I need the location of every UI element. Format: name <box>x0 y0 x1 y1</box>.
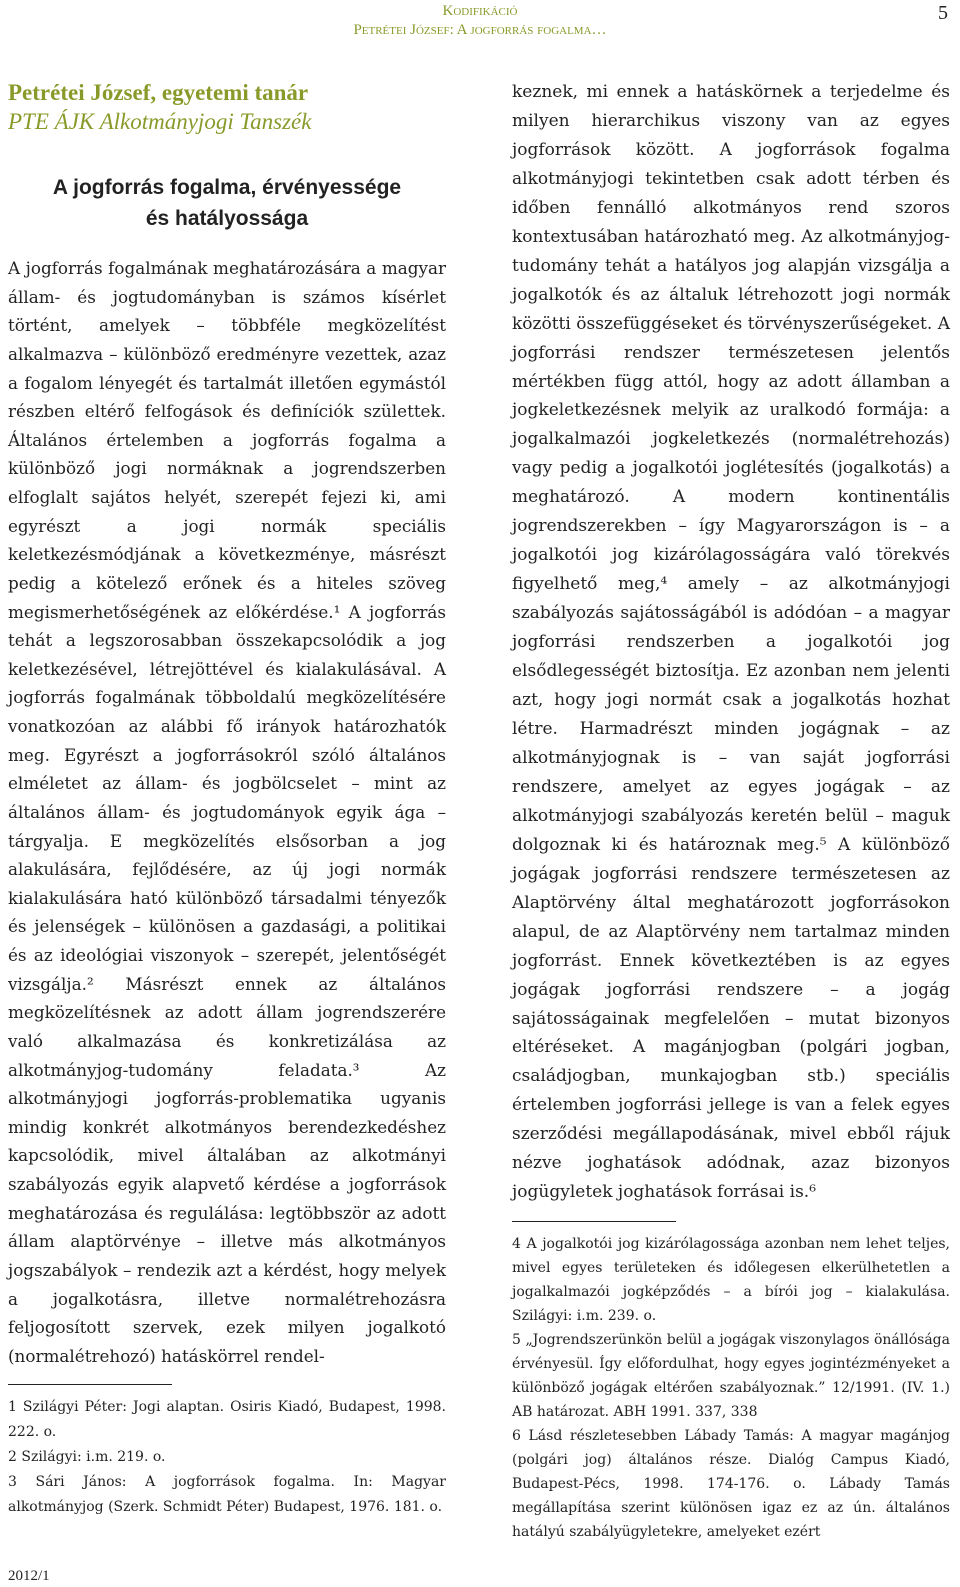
footnote-divider <box>8 1384 172 1385</box>
title-line-1: A jogforrás fogalma, érvényessége <box>52 176 402 199</box>
issue-number: 2012/1 <box>8 1568 50 1584</box>
running-header <box>0 2 960 40</box>
right-paragraph: keznek, mi ennek a hatáskörnek a terjedelme és milyen hierarchikus viszony van az egyes jogforrások között. A jogforrások fogalma alkotmányjogi tekintetben csak adott térben és időben fennálló alkotmányos rend szoros kontextusában határozható meg. Az alkotmányjog-tudomány tehát a hatályos jog alapján vizsgálja a jogalkotók és az általuk létrehozott jogi normák közötti összefüggéseket és törvényszerűségeket. A jogforrási rendszer természetesen jelentős mértékben függ attól, hogy az adott államban a jogkeletkezésnek melyik az uralkodó formája: a jogalkalmazói jogkeletkezés (normalétrehozás) vagy pedig a jogalkotói joglétesítés (jogalkotás) a meghatározó. A modern kontinentális jogrendszerekben – így Magyarországon is – a jogalkotói jog kizárólagosságára való törekvés figyelhető meg,⁴ amely – az alkotmányjogi szabályozás sajátosságából is adódóan – a magyar jogforrási rendszerben a jogalkotói jog elsődlegességét biztosítja. Ez azonban nem jelenti azt, hogy jogi normát csak a jogalkotás hozhat létre. Harmadrészt minden jogágnak – az alkotmányjognak is – van saját jogforrási rendszere, amelyet az egyes jogágak – az alkotmányjogi szabályozás keretén belül – maguk dolgoznak ki és határoznak meg.⁵ A különböző jogágak jogforrási rendszere természetesen az Alaptörvény által meghatározott jogforrásokon alapul, de az Alaptörvény nem tartalmaz minden jogforrást. Ennek következtében is az egyes jogágak jogforrási rendszere – a jogág sajátosságainak megfelelően – mutat bizonyos eltéréseket. A magánjogban (polgári jogban, családjogban, munkajogban stb.) speciális értelemben jogforrási jellege is van a felek egyes szerződési megállapodásának, mivel ebből rájuk nézve joghatások adódnak, azaz bizonyos jogügyletek joghatások forrásai is.⁶ <box>512 82 950 1203</box>
footnote-4: 4 A jogalkotói jog kizárólagossága azonban nem lehet teljes, mivel egyes területeken és időlegesen elkerülhetetlen a jogalkalmazói jogképződés – a bírói jog – kialakulása. Szilágyi: i.m. 239. o. <box>512 1236 950 1325</box>
author-department: PTE ÁJK Alkotmányjogi Tanszék <box>8 109 312 134</box>
page-number: 5 <box>938 2 948 24</box>
footnote-5: 5 „Jogrendszerünkön belül a jogágak viszonylagos önállósága érvényesül. Így előfordulhat, hogy egyes jogintézményeket a különböző jogágak eltérően szabályoznak.” 12/1991. (IV. 1.) AB határozat. ABH 1991. 337, 338 <box>512 1332 950 1421</box>
left-column <box>8 78 446 1520</box>
left-body-text <box>8 254 446 1370</box>
footnote-3: 3 Sári János: A jogforrások fogalma. In: Magyar alkotmányjog (Szerk. Schmidt Péter) Budapest, 1976. 181. o. <box>8 1474 446 1516</box>
article-title <box>8 172 446 234</box>
journal-name: Kodifikáció <box>442 3 518 19</box>
footnote-2: 2 Szilágyi: i.m. 219. o. <box>8 1449 166 1466</box>
right-body-text <box>512 78 950 1207</box>
running-title: Petrétei József: A jogforrás fogalma… <box>353 22 607 38</box>
footnote-6: 6 Lásd részletesebben Lábady Tamás: A magyar magánjog (polgári jog) általános része. Dialóg Campus Kiadó, Budapest-Pécs, 1998. 174-176. o. Lábady Tamás megállapítása szerint különösen igaz ez az ún. általános hatályú szabályügyletekre, amelyeket ezért <box>512 1428 950 1541</box>
left-paragraph: A jogforrás fogalmának meghatározására a magyar állam- és jogtudományban is számos kísérlet történt, amelyek – többféle megközelítést alkalmazva – különböző eredményre vezettek, azaz a fogalom lényegét és tartalmát illetően egymástól részben eltérő felfogások és definíciók születtek. Általános értelemben a jogforrás fogalma a különböző jogi normáknak a jogrendszerben elfoglalt sajátos helyét, szerepét fejezi ki, ami egyrészt a jogi normák speciális keletkezésmódjának a következménye, másrészt pedig a kötelező erőnek és a hiteles szöveg megismerhetőségének az előkérdése.¹ A jogforrás tehát a legszorosabban összekapcsolódik a jog keletkezésével, létrejöttével és kialakulásával. A jogforrás fogalmának többoldalú megközelítésére vonatkozóan az alábbi fő irányok határozhatók meg. Egyrészt a jogforrásokról szóló általános elméletet az állam- és jogbölcselet – mint az általános állam- és jogtudományok egyik ága – tárgyalja. E megközelítés elsősorban a jog alakulására, fejlődésére, az új jogi normák kialakulására ható különböző társadalmi tényezők és jelenségek – különösen a gazdasági, a politikai és az ideológiai viszonyok – szerepét, jelentőségét vizsgálja.² Másrészt ennek az általános megközelítésnek az adott állam jogrendszerére való alkalmazása és konkretizálása az alkotmányjog-tudomány feladata.³ Az alkotmányjogi jogforrás-problematika ugyanis mindig konkrét alkotmányos berendezkedéshez kapcsolódik, mivel általában az alkotmányi szabályozás egyik alapvető kérdése a jogforrások meghatározása és regulálása: legtöbbször az adott állam alaptörvénye – illetve más alkotmányos jogszabályok – rendezik azt a kérdést, hogy melyek a jogalkotásra, illetve normalétrehozásra feljogosított szervek, ezek milyen jogalkotó (normalétrehozó) hatáskörrel rendel- <box>8 258 446 1366</box>
right-column <box>512 78 950 1544</box>
title-line-2: és hatályossága <box>145 207 309 230</box>
footnote-1: 1 Szilágyi Péter: Jogi alaptan. Osiris Kiadó, Budapest, 1998. 222. o. <box>8 1399 446 1441</box>
author-name: Petrétei József, egyetemi tanár <box>8 80 309 105</box>
footnote-divider <box>512 1221 676 1222</box>
